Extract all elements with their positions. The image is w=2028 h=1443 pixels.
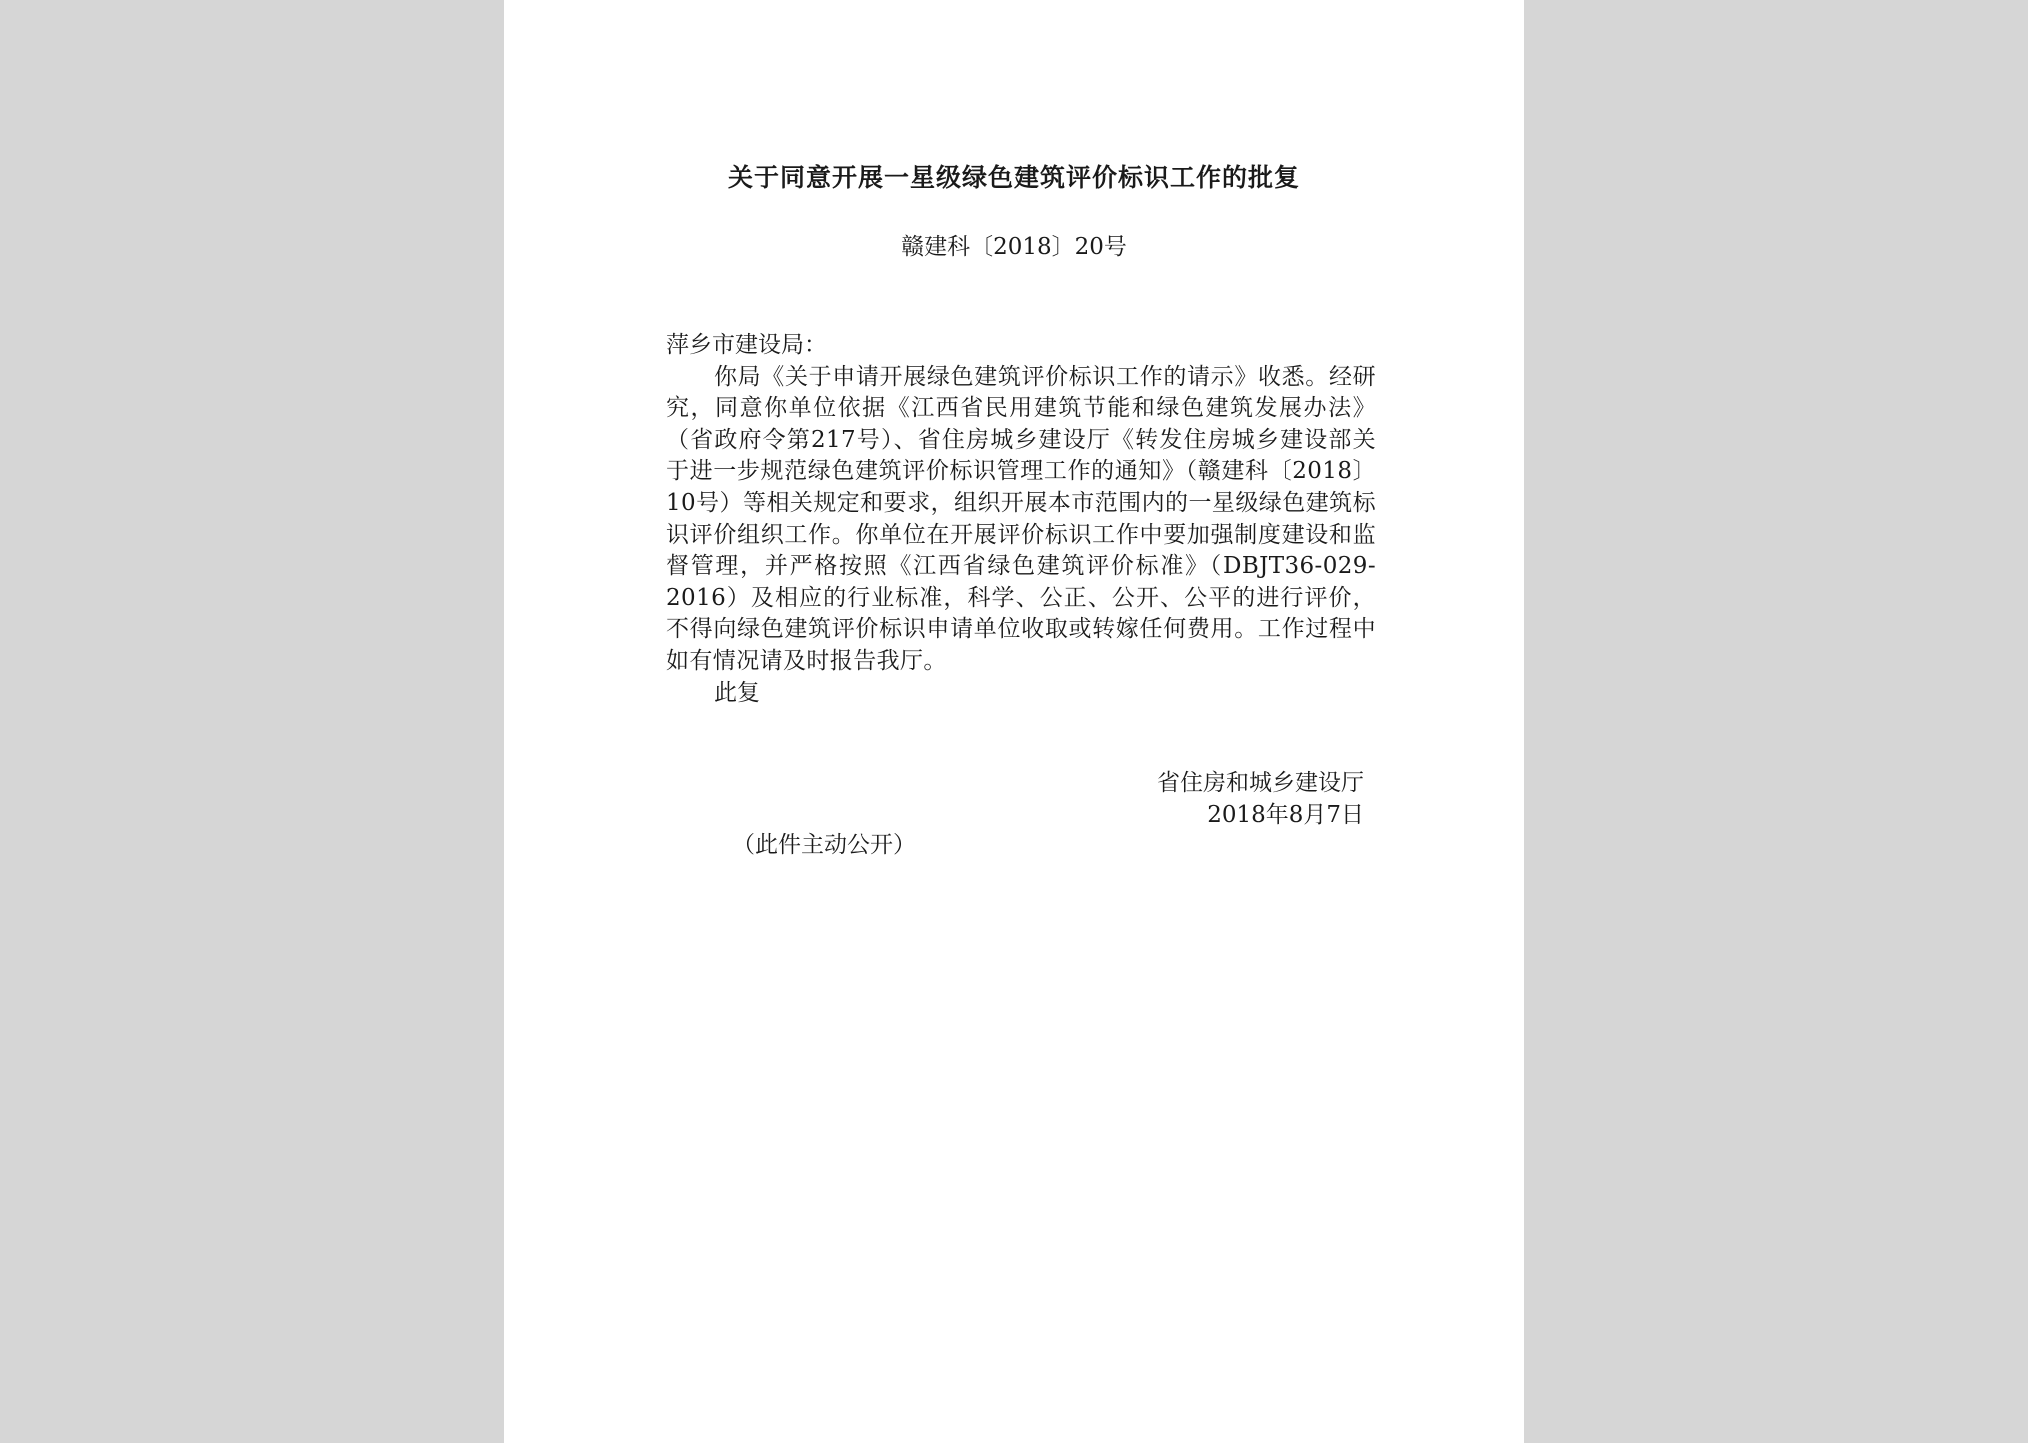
body-paragraph: 你局《关于申请开展绿色建筑评价标识工作的请示》收悉。经研究，同意你单位依据《江西省民用建筑节能和绿色建筑发展办法》（省政府令第217号）、省住房城乡建设厅《转发住房城乡建设部关于进一步规范绿色建筑评价标识管理工作的通知》（赣建科〔2018〕10号）等相关规定和要求，组织开展本市范围内的一星级绿色建筑标识评价组织工作。你单位在开展评价标识工作中要加强制度建设和监督管理，并严格按照《江西省绿色建筑评价标准》（DBJT36-029-2016）及相应的行业标准，科学、公正、公开、公平的进行评价，不得向绿色建筑评价标识申请单位收取或转嫁任何费用。工作过程中如有情况请及时报告我厅。 — [666, 363, 1376, 674]
signature-organization: 省住房和城乡建设厅 — [1157, 770, 1364, 796]
closing-text: 此复 — [714, 679, 760, 706]
document-page — [504, 0, 1524, 1443]
document-number: 赣建科〔2018〕20号 — [901, 234, 1127, 260]
disclosure-note: （此件主动公开） — [732, 832, 916, 858]
salutation: 萍乡市建设局： — [666, 332, 827, 358]
document-body — [666, 330, 1376, 709]
document-title: 关于同意开展一星级绿色建筑评价标识工作的批复 — [727, 163, 1300, 192]
signature-date: 2018年8月7日 — [1207, 802, 1364, 828]
